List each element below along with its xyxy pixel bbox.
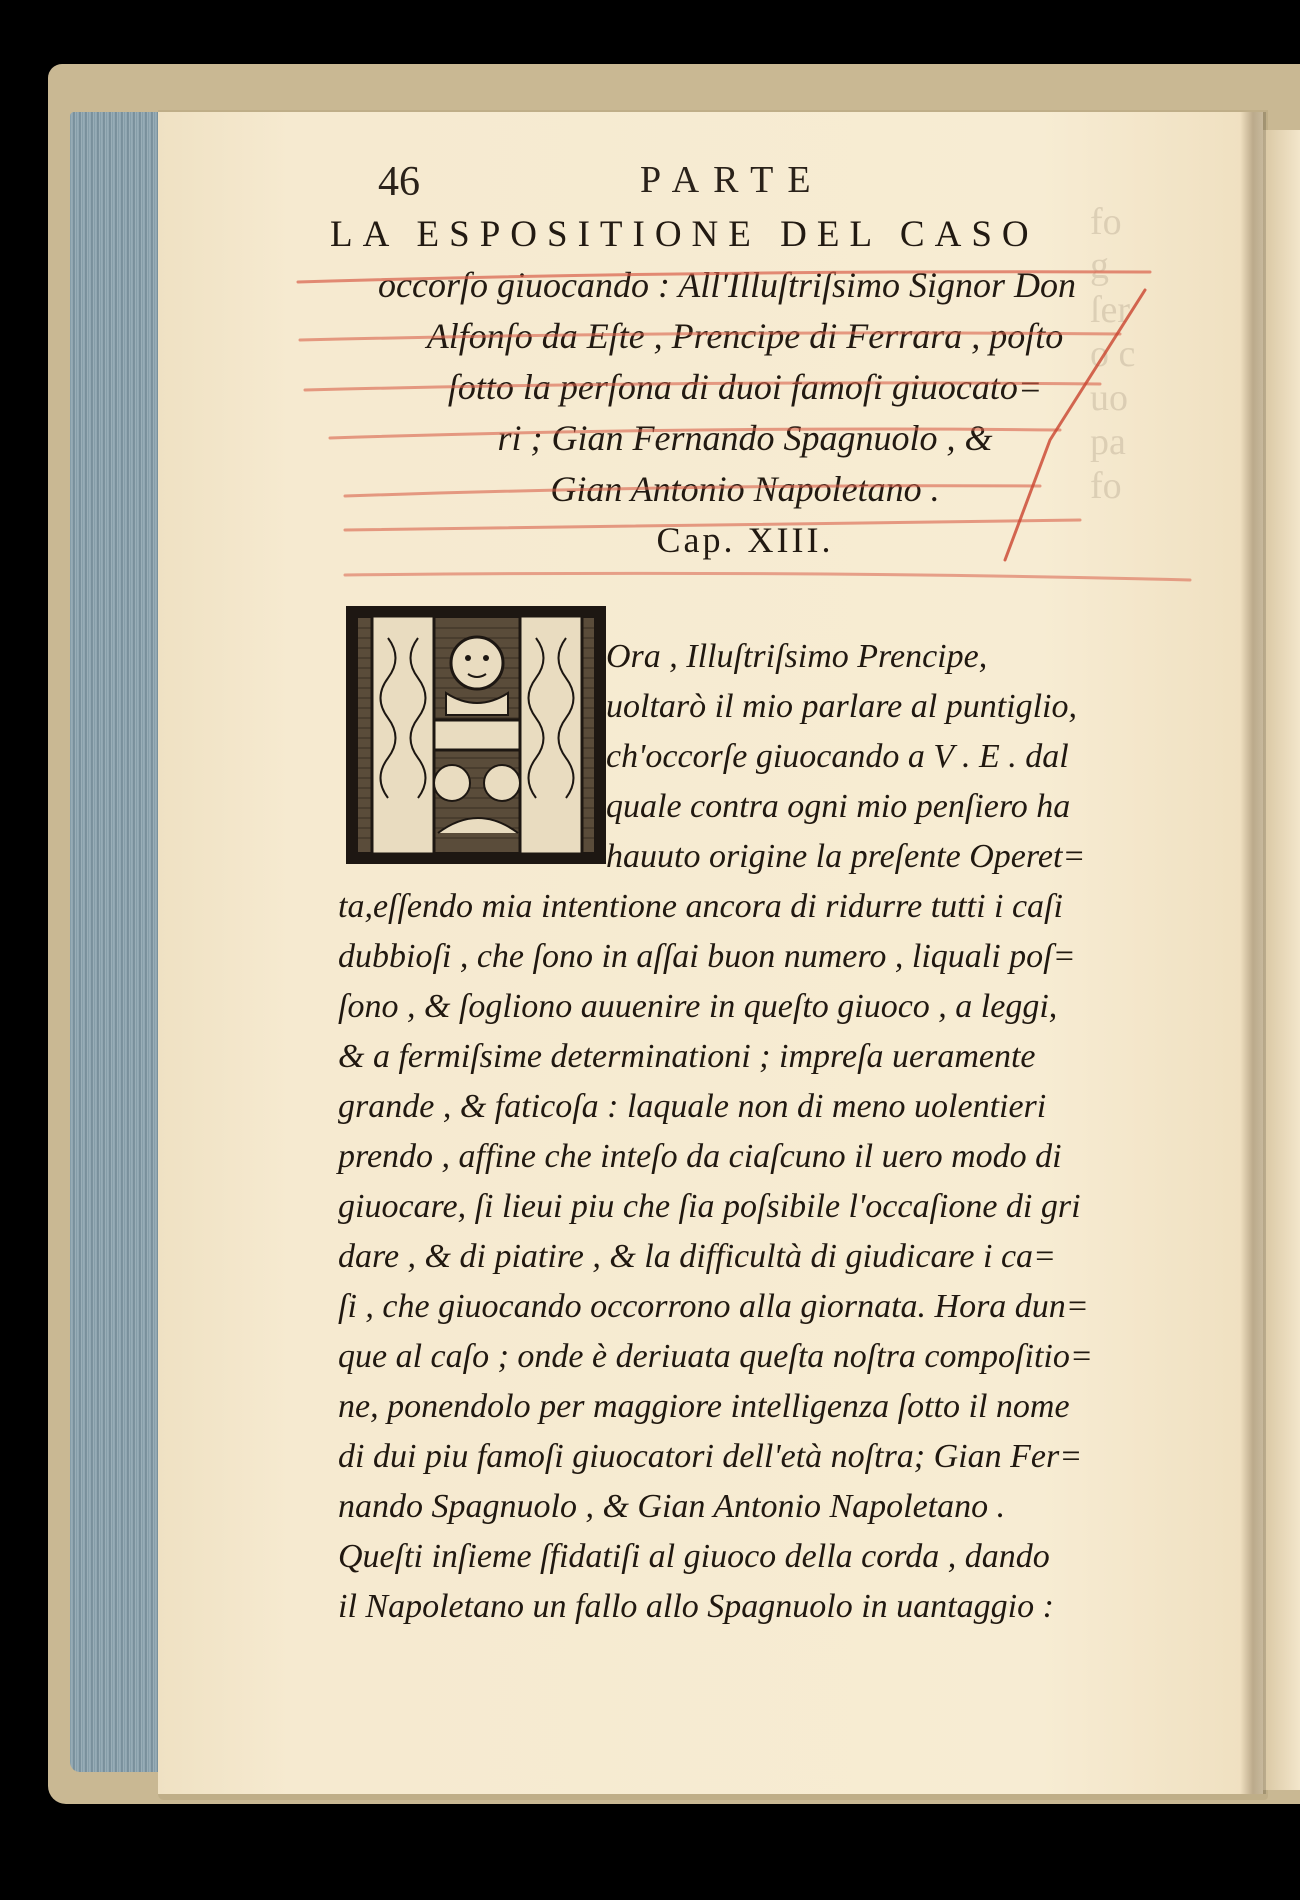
heading-line: occorſo giuocando : All'Illuſtriſsimo Signor Don	[378, 265, 1077, 305]
heading-line: Gian Antonio Napoletano .	[550, 469, 940, 509]
text-line: ch'occorſe giuocando a V . E . dal	[606, 738, 1069, 775]
text-line: il Napoletano un fallo allo Spagnuolo in uantaggio :	[338, 1588, 1054, 1625]
show-through-fragment: pa	[1090, 421, 1126, 463]
heading-line: ri ; Gian Fernando Spagnuolo , &	[497, 418, 993, 458]
text-line: giuocare, ſi lieui piu che ſia poſsibile l'occaſione di gri	[338, 1188, 1081, 1225]
chapter-number: Cap. XIII.	[656, 520, 834, 560]
text-line: grande , & faticoſa : laquale non di meno uolentieri	[338, 1088, 1047, 1125]
text-line: prendo , affine che inteſo da ciaſcuno il uero modo di	[338, 1138, 1062, 1175]
text-line: di dui piu famoſi giuocatori dell'età noſtra; Gian Fer=	[338, 1438, 1083, 1475]
running-title: PARTE	[640, 159, 825, 201]
text-line: quale contra ogni mio penſiero ha	[606, 788, 1071, 825]
show-through-fragment: o c	[1090, 333, 1136, 375]
text-line: Ora , Illuſtriſsimo Prencipe,	[606, 638, 988, 675]
heading-caps-line: LA ESPOSITIONE DEL CASO	[330, 214, 1039, 255]
chapter-heading	[330, 210, 1160, 566]
text-line: ne, ponendolo per maggiore intelligenza ſotto il nome	[338, 1388, 1070, 1425]
text-line: Queſti inſieme ſfidatiſi al giuoco della corda , dando	[338, 1538, 1050, 1575]
heading-line: ſotto la perſona di duoi famoſi giuocato=	[447, 367, 1043, 407]
text-line: ſi , che giuocando occorrono alla giornata. Hora dun=	[338, 1288, 1089, 1325]
text-line: nando Spagnuolo , & Gian Antonio Napoletano .	[338, 1488, 1006, 1525]
text-line: dare , & di piatire , & la difficultà di giudicare i ca=	[338, 1238, 1056, 1275]
heading-line: Alfonſo da Eſte , Prencipe di Ferrara , poſto	[426, 316, 1064, 356]
show-through-fragment: uo	[1090, 377, 1128, 419]
show-through-fragment: fo	[1090, 201, 1122, 243]
body-text	[338, 632, 1158, 1632]
show-through-fragment: ſer	[1090, 289, 1131, 331]
show-through-fragment: g	[1090, 245, 1109, 287]
text-line: que al caſo ; onde è deriuata queſta noſtra compoſitio=	[338, 1338, 1093, 1375]
show-through-fragment: fo	[1090, 465, 1122, 507]
text-line: uoltarò il mio parlare al puntiglio,	[606, 688, 1077, 725]
page-fore-edge	[70, 112, 162, 1772]
page-number: 46	[378, 159, 420, 205]
text-line: ſono , & ſogliono auuenire in queſto giuoco , a leggi,	[338, 988, 1058, 1025]
text-line: ta,eſſendo mia intentione ancora di ridurre tutti i caſi	[338, 888, 1063, 925]
text-line: hauuto origine la preſente Operet=	[606, 838, 1086, 875]
text-line: dubbioſi , che ſono in aſſai buon numero , liquali poſ=	[338, 938, 1076, 975]
facing-page-edge	[1263, 130, 1300, 1790]
text-line: & a fermiſsime determinationi ; impreſa ueramente	[338, 1038, 1036, 1075]
